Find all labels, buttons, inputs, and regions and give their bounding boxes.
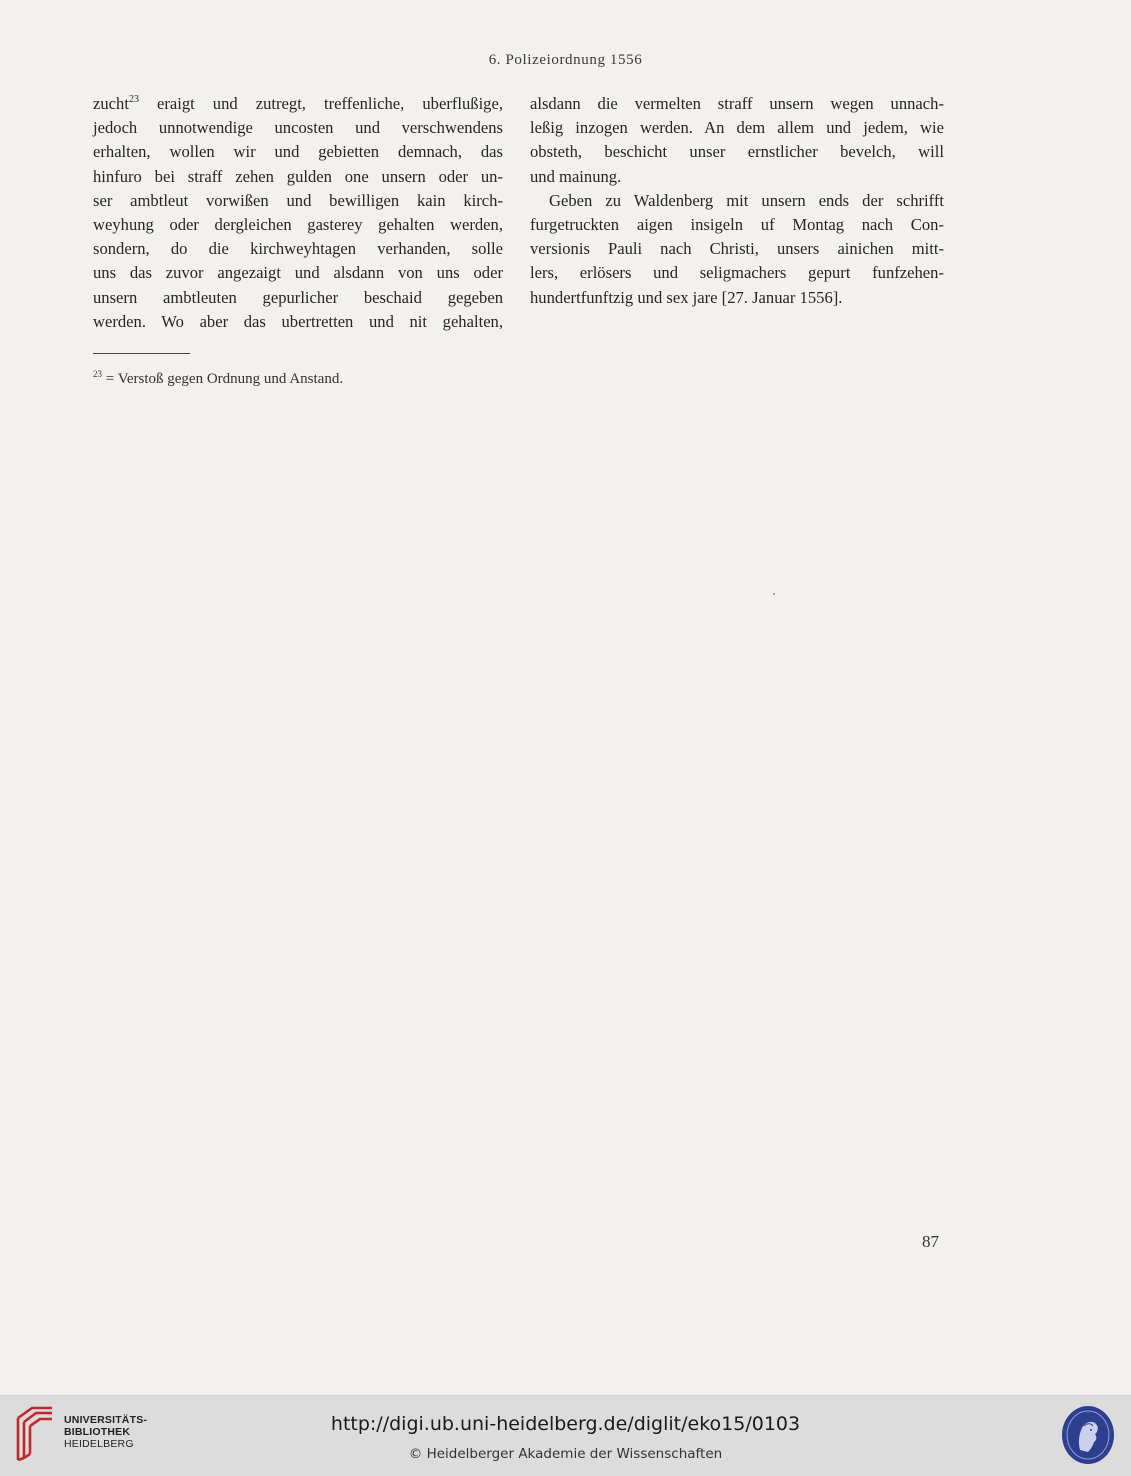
library-name-line: HEIDELBERG [64,1438,134,1450]
text-line: und mainung. [530,166,622,186]
footnote [93,371,343,388]
library-name-line: UNIVERSITÄTS- [64,1414,148,1426]
page-number: 87 [922,1232,939,1251]
text-line: lers, erlösers und seligmachers gepurt funfzehen- [530,263,944,283]
text-line: ser ambtleut vorwißen und bewilligen kain kirch- [93,190,503,210]
text-line: versionis Pauli nach Christi, unsers ainichen mitt- [530,239,944,259]
left-text-column [93,92,503,334]
library-name-line: BIBLIOTHEK [64,1426,131,1438]
text-line [93,92,503,116]
footnote-marker: 23 [93,369,102,379]
footnote-divider [93,353,190,354]
text-line: obsteth, beschicht unser ernstlicher bevelch, will [530,142,944,162]
copyright-notice: © Heidelberger Akademie der Wissenschaften [408,1446,723,1462]
text-line: leßig inzogen werden. An dem allem und jedem, wie [530,118,944,138]
text-line: alsdann die vermelten straff unsern wegen unnach- [530,94,944,113]
text-line: erhalten, wollen wir und gebietten demnach, das [93,142,503,162]
academy-seal-icon[interactable] [1060,1404,1116,1466]
text-line: weyhung oder dergleichen gasterey gehalten werden, [93,214,503,234]
text-line: hinfuro bei straff zehen gulden one unsern oder un- [93,166,503,186]
footnote-text: = Verstoß gegen Ordnung und Anstand. [102,371,344,387]
text-line: jedoch unnotwendige uncosten und verschwendens [93,118,503,138]
text-line: unsern ambtleuten gepurlicher beschaid gegeben [93,287,503,307]
scan-speck [773,593,775,595]
footer-bar [0,1395,1131,1476]
text-line: werden. Wo aber das ubertretten und nit gehalten, [93,311,503,331]
footnote-reference[interactable]: 23 [128,94,139,105]
text-line: Geben zu Waldenberg mit unsern ends der schrifft [549,190,944,210]
text-line: furgetruckten aigen insigeln uf Montag nach Con- [530,214,944,234]
line-rest: eraigt und zutregt, treffenliche, uberflußige, [138,94,503,113]
running-head: 6. Polizeiordnung 1556 [488,52,643,68]
permalink-url[interactable]: http://digi.ub.uni-heidelberg.de/diglit/eko15/0103 [330,1413,801,1435]
first-word: zucht [93,94,129,113]
text-line: sondern, do die kirchweyhtagen verhanden, solle [93,239,503,259]
right-text-column [530,92,944,310]
text-line: uns das zuvor angezaigt und alsdann von uns oder [93,263,503,283]
text-line: hundertfunftzig und sex jare [27. Januar 1556]. [530,287,843,307]
